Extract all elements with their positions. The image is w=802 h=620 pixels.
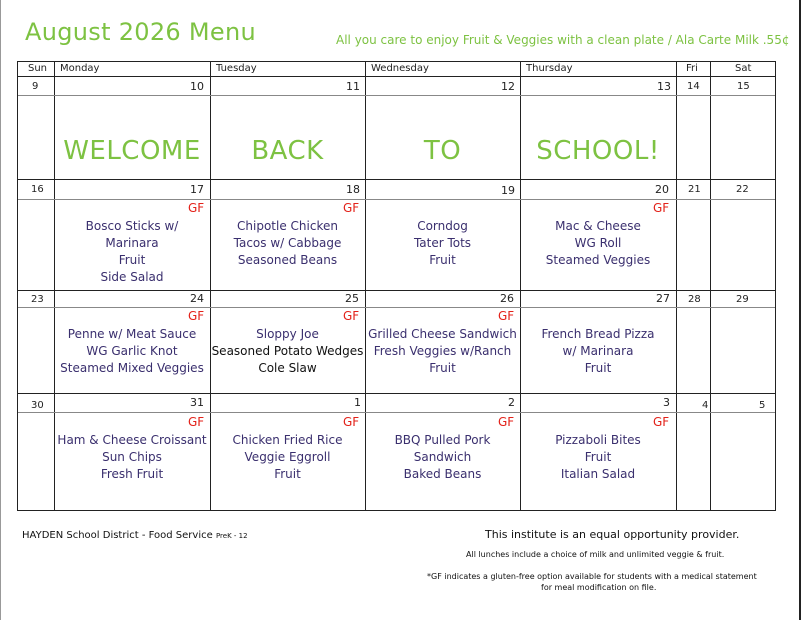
- menu-item: Italian Salad: [560, 467, 636, 481]
- welcome-word: BACK: [251, 136, 324, 166]
- gf-note: [427, 571, 757, 593]
- gf-badge: GF: [343, 415, 360, 429]
- date-number: 23: [31, 294, 44, 305]
- gf-badge: GF: [343, 309, 360, 323]
- menu-item: Seasoned Potato Wedges: [211, 344, 364, 358]
- lunch-note: All lunches include a choice of milk and unlimited veggie & fruit.: [466, 550, 725, 559]
- district-line: [22, 530, 248, 541]
- menu-item: Chicken Fried Rice: [232, 433, 343, 447]
- menu-item: Fruit: [274, 467, 301, 481]
- menu-item: Steamed Mixed Veggies: [60, 361, 204, 375]
- menu-thu-3: [520, 432, 676, 483]
- menu-item: Fruit: [429, 253, 456, 267]
- menu-item: Fresh Fruit: [100, 467, 164, 481]
- gf-badge: GF: [188, 309, 205, 323]
- menu-thu-20: [520, 218, 676, 269]
- district-name: HAYDEN School District - Food Service: [22, 530, 213, 541]
- equal-opportunity-statement: This institute is an equal opportunity provider.: [485, 528, 740, 541]
- gf-badge: GF: [498, 415, 515, 429]
- menu-tue-18: [210, 218, 365, 269]
- date-number: 20: [655, 183, 669, 196]
- menu-wed-19: [365, 218, 520, 269]
- menu-item: Bosco Sticks w/: [85, 219, 179, 233]
- date-number: 19: [501, 184, 515, 197]
- menu-item: Penne w/ Meat Sauce: [67, 327, 197, 341]
- menu-item: WG Garlic Knot: [86, 344, 178, 358]
- date-number: 21: [688, 184, 701, 195]
- grid-line: [18, 76, 775, 77]
- grid-line: [710, 62, 711, 510]
- date-number: 25: [345, 292, 359, 305]
- date-number: 2: [508, 396, 515, 409]
- date-number: 1: [354, 396, 361, 409]
- date-number: 15: [737, 81, 750, 92]
- gf-note-line: for meal modification on file.: [541, 583, 657, 592]
- day-header-mon: Monday: [60, 63, 100, 74]
- grid-line: [18, 179, 775, 180]
- date-number: 22: [736, 184, 749, 195]
- menu-wed-26: [365, 326, 520, 377]
- welcome-word: SCHOOL!: [536, 136, 660, 166]
- menu-item: Veggie Eggroll: [244, 450, 331, 464]
- date-number: 16: [31, 184, 44, 195]
- menu-item: Corndog: [417, 219, 468, 233]
- menu-item: Mac & Cheese: [555, 219, 641, 233]
- date-number: 14: [687, 81, 700, 92]
- menu-item: Grilled Cheese Sandwich: [368, 327, 517, 341]
- date-number: 30: [31, 400, 44, 411]
- grid-line: [18, 393, 775, 394]
- menu-tue-1: [210, 432, 365, 483]
- date-number: 9: [32, 81, 39, 92]
- grid-line: [18, 95, 775, 96]
- date-number: 11: [346, 80, 360, 93]
- day-header-sat: Sat: [735, 63, 752, 74]
- menu-item: Sloppy Joe: [256, 327, 319, 341]
- page-edge-left: [0, 0, 1, 620]
- date-number: 28: [688, 294, 701, 305]
- menu-item: Fruit: [584, 450, 612, 464]
- menu-item: Steamed Veggies: [545, 253, 651, 267]
- date-number: 18: [346, 183, 360, 196]
- gf-note-line: *GF indicates a gluten-free option available for students with a medical statement: [427, 572, 757, 581]
- gf-badge: GF: [188, 415, 205, 429]
- menu-item: Fruit: [584, 361, 612, 375]
- menu-item: French Bread Pizza: [541, 327, 655, 341]
- date-number: 31: [190, 396, 204, 409]
- menu-thu-27: [520, 326, 676, 377]
- menu-item: Chipotle Chicken: [237, 219, 338, 233]
- date-number: 13: [657, 80, 671, 93]
- welcome-word: WELCOME: [63, 136, 201, 166]
- grid-line: [18, 412, 775, 413]
- menu-item: Ham & Cheese Croissant: [57, 433, 207, 447]
- menu-item: Pizzaboli Bites: [555, 433, 641, 447]
- menu-item: Side Salad: [100, 270, 164, 284]
- date-number: 26: [500, 292, 514, 305]
- grid-line: [18, 307, 775, 308]
- menu-item: Tater Tots: [413, 236, 472, 250]
- menu-mon-31: [54, 432, 210, 483]
- date-number: 12: [501, 80, 515, 93]
- menu-wed-2: [365, 432, 520, 483]
- gf-badge: GF: [188, 201, 205, 215]
- day-header-fri: Fri: [686, 63, 698, 74]
- date-number: 27: [656, 292, 670, 305]
- menu-item: Marinara: [105, 236, 159, 250]
- grade-range: PreK - 12: [215, 532, 248, 540]
- tagline: All you care to enjoy Fruit & Veggies with a clean plate / Ala Carte Milk .55¢: [336, 33, 790, 47]
- page-edge-right: [799, 0, 801, 620]
- menu-item: Tacos w/ Cabbage: [233, 236, 342, 250]
- menu-item: BBQ Pulled Pork: [394, 433, 491, 447]
- date-number: 10: [190, 80, 204, 93]
- menu-item: Baked Beans: [403, 467, 482, 481]
- date-number: 24: [190, 292, 204, 305]
- date-number: 17: [190, 183, 204, 196]
- gf-badge: GF: [343, 201, 360, 215]
- menu-item: WG Roll: [574, 236, 622, 250]
- menu-mon-24: [54, 326, 210, 377]
- day-header-sun: Sun: [28, 63, 48, 74]
- date-number: 29: [736, 294, 749, 305]
- menu-tue-25: [210, 326, 365, 377]
- menu-item: Sandwich: [413, 450, 472, 464]
- date-number: 3: [663, 396, 670, 409]
- gf-badge: GF: [498, 309, 515, 323]
- menu-item: w/ Marinara: [562, 344, 634, 358]
- grid-line: [18, 290, 775, 291]
- gf-badge: GF: [653, 415, 670, 429]
- grid-line: [676, 62, 677, 510]
- page-title: August 2026 Menu: [25, 18, 257, 46]
- date-number: 4: [702, 400, 709, 411]
- menu-item: Fresh Veggies w/Ranch: [373, 344, 512, 358]
- menu-item: Seasoned Beans: [237, 253, 338, 267]
- welcome-word: TO: [423, 136, 462, 166]
- menu-item: Fruit: [118, 253, 146, 267]
- gf-badge: GF: [653, 201, 670, 215]
- date-number: 5: [759, 400, 766, 411]
- grid-line: [18, 199, 775, 200]
- day-header-wed: Wednesday: [371, 63, 429, 74]
- day-header-tue: Tuesday: [216, 63, 257, 74]
- menu-mon-17: [54, 218, 210, 286]
- calendar-grid: [17, 61, 776, 511]
- menu-item: Cole Slaw: [258, 361, 317, 375]
- day-header-thu: Thursday: [526, 63, 573, 74]
- menu-item: Fruit: [429, 361, 456, 375]
- menu-item: Sun Chips: [102, 450, 162, 464]
